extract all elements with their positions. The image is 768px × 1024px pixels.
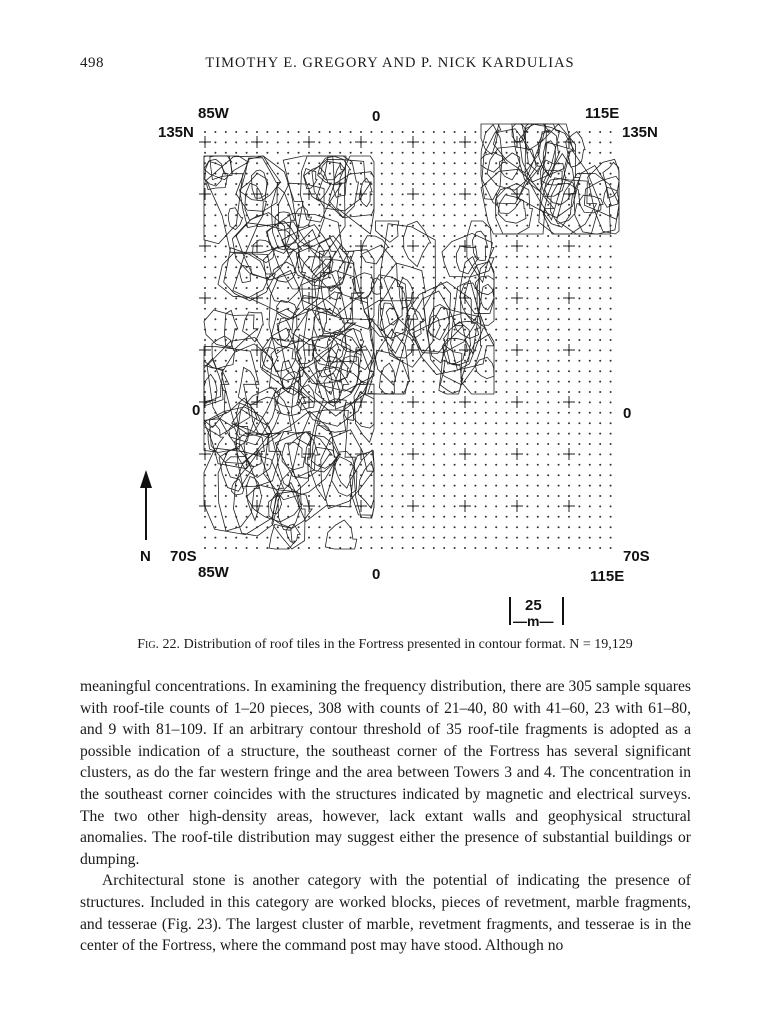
north-arrow xyxy=(140,470,152,540)
running-head: TIMOTHY E. GREGORY AND P. NICK KARDULIAS xyxy=(205,55,575,71)
caption-prefix: Fig. 22. xyxy=(137,637,181,652)
label-top-right-x: 115E xyxy=(585,105,620,122)
label-scale-unit: —m— xyxy=(513,613,554,629)
label-top-center-x: 0 xyxy=(372,108,381,125)
contour-map xyxy=(120,100,680,640)
label-bottom-left-x: 85W xyxy=(198,564,229,581)
figure-caption xyxy=(80,637,690,653)
label-left-top-y: 135N xyxy=(158,124,194,141)
paragraph-2: Architectural stone is another category with the potential of indicating the presence of structures. Included in this category are worked blocks, pieces of revetment, marble fragments, and tesserae (Fig. 23). The largest cluster of marble, revetment fragments, and tesserae is in the center of the Fortress, where the command post may have stood. Although no xyxy=(80,872,691,955)
label-scale-value: 25 xyxy=(525,597,542,614)
contour-lines xyxy=(204,124,619,549)
body-text xyxy=(80,676,691,957)
label-right-top-y: 135N xyxy=(622,124,658,141)
label-bottom-right-x: 115E xyxy=(590,568,625,585)
label-left-bottom-y: 70S xyxy=(170,548,197,565)
label-left-mid-y: 0 xyxy=(192,402,201,419)
paragraph-1: meaningful concentrations. In examining the frequency distribution, there are 305 sample squares with roof-tile counts of 1–20 pieces, 308 with counts of 21–40, 80 with 41–60, 23 with 61–80, and 9 with 81–109. If an arbitrary contour threshold of 35 roof-tile fragments is adopted as a possible indication of a structure, the southeast corner of the Fortress has several significant clusters, as do the far western fringe and the area between Towers 3 and 4. The concentration in the southeast corner coincides with the structures indicated by magnetic and electrical surveys. The two other high-density areas, however, lack extant walls and geophysical structural anomalies. The roof-tile distribution may suggest either the presence of substantial buildings or dumping. xyxy=(80,678,691,868)
label-right-bottom-y: 70S xyxy=(623,548,650,565)
caption-text: Distribution of roof tiles in the Fortress presented in contour format. N = 19,129 xyxy=(183,637,633,652)
label-north: N xyxy=(140,548,151,565)
label-top-left-x: 85W xyxy=(198,105,229,122)
label-right-mid-y: 0 xyxy=(623,405,632,422)
label-bottom-center-x: 0 xyxy=(372,566,381,583)
page-number: 498 xyxy=(80,55,104,71)
figure-22 xyxy=(120,100,680,640)
